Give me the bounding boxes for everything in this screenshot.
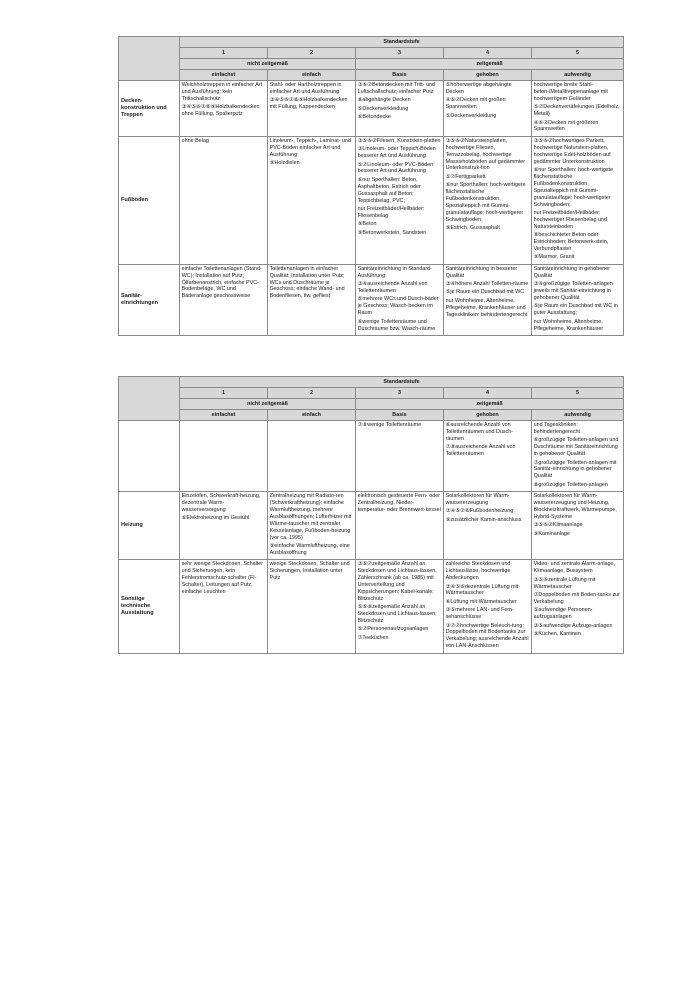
cell-entry: Linoleum-, Teppich-, Laminat- und PVC-Böden einfacher Art und Ausführung: [269, 137, 351, 158]
level-2-header: 2: [268, 388, 356, 399]
standard-table-part-2: [118, 376, 624, 654]
cell-entry: ⑨Kaminanlage: [533, 530, 570, 537]
cell-entry: ④⑥⑦Decken mit großen Spannweiten: [445, 97, 506, 111]
cell-entry: ⑦Doppelboden mit Boden-tanks zur Verkabelung: [533, 591, 620, 605]
table-cell: [444, 560, 532, 653]
row-label: [119, 421, 180, 492]
table-row: [119, 136, 624, 264]
cell-entry: ⑨zusätzlicher Kamin-anschluss: [445, 516, 522, 523]
cell-entry: hochwertige breite Stahl-beton-/Metalltreppenanlage mit hochwertigem Geländer: [533, 82, 608, 102]
table-cell: [532, 421, 624, 492]
quality-header-einfachst: einfachst: [180, 410, 268, 421]
cell-entry: ⑤⑦Deckenvertäfelungen (Edelholz, Metall): [533, 104, 620, 118]
cell-entry: ⑨Marmor, Granit: [533, 254, 575, 261]
cell-entry: ⑧beschichteter Beton oder Estrichboden; Betonwerk-stein, Verbundpflaster: [533, 232, 609, 252]
table-cell: [268, 492, 356, 560]
table-cell: [356, 136, 444, 264]
table-cell: [180, 264, 268, 335]
cell-entry: ⑥ausreichende Anzahl von Toilettenräumen und Dusch-räumen: [445, 422, 514, 442]
cell-entry: ③④⑤⑥⑦⑧⑨Holzbalkendecken mit Füllung, Kappendecken: [269, 97, 348, 111]
level-4-header: 4: [444, 388, 532, 399]
level-3-header: 3: [356, 48, 444, 59]
table-cell: [532, 264, 624, 335]
table-row: [119, 264, 624, 335]
cell-entry: ⑤Deckenverkleidung: [445, 112, 497, 119]
cell-entry: Weichholztreppen in einfacher Art und Ausführung; kein Trittschallschutz: [181, 82, 263, 102]
table-row: [119, 492, 624, 560]
cell-entry: ⑤höherwertige abgehängte Decken: [445, 82, 512, 95]
standardstufe-header: Standardstufe: [180, 37, 624, 48]
table-cell: [180, 492, 268, 560]
cell-entry: ③⑤⑥⑦Klimaanlage: [533, 522, 583, 529]
cell-entry: ⑤⑦Fertigparkett: [445, 173, 486, 180]
nicht-zeitgemaess-header: nicht zeitgemäß: [180, 399, 356, 410]
table-cell: [532, 560, 624, 653]
cell-entry: Toilettenanlagen in einfacher Qualität; Installation unter Putz; WCs und Duschräume je Geschoss; einfache Wand- und Bodenfliesen, tlw. gefliest: [269, 265, 345, 300]
row-label: Fußböden: [119, 136, 180, 264]
level-2-header: 2: [268, 48, 356, 59]
nicht-zeitgemaess-header: nicht zeitgemäß: [180, 59, 356, 70]
table-cell: [268, 421, 356, 492]
cell-entry: ⑤⑦Personenaufzugsanlagen: [357, 626, 429, 633]
cell-entry: ⑥nur Sporthallen: hoch-wertigste flächenstatische Fußbodenkonstruktion, Spezialteppich mit Gummi-granulatauflage; hoch-wertigster Schwingboden;: [533, 166, 614, 208]
cell-entry: und Tageskliniken: behindertengerecht: [533, 422, 581, 435]
cell-entry: ⑤⑥⑧zeitgemäße Anzahl an Steckdosen und Lichtaus-lässen; Blitzschutz: [357, 604, 437, 625]
cell-entry: ③⑥⑦Betondecken mit Tritt- und Luftschallschutz; einfacher Putz: [357, 82, 436, 95]
cell-entry: ⑨Holzdielen: [269, 160, 300, 167]
cell-entry: ohne Belag: [181, 137, 209, 144]
cell-entry: ⑤mehrere WCs und Dusch-bäder je Geschoss; Wasch-becken im Raum: [357, 296, 439, 317]
cell-entry: nur Wohnheime, Altenheime, Pflegeheime, Krankenhäuser: [533, 318, 604, 332]
zeitgemaess-header: zeitgemäß: [356, 399, 624, 410]
cell-entry: Video- und zentrale Alarm-anlage, Klimaanlage, Bussystem: [533, 561, 616, 575]
table-cell: [180, 81, 268, 137]
table-cell: [268, 136, 356, 264]
row-label: Sonstige technische Ausstattung: [119, 560, 180, 653]
cell-entry: ⑤aufwendige Personen-aufzugsanlagen: [533, 607, 593, 621]
cell-entry: ③④großzügige Toiletten-anlagen jeweils mit Sanitär-einrichtung in gehobener Qualität: [533, 281, 613, 301]
quality-header-aufwendig: aufwendig: [532, 410, 624, 421]
cell-entry: ⑤je Raum ein Duschbad mit WC in guter Ausstattung;: [533, 303, 618, 317]
cell-entry: Solarkollektoren für Warm-wassererzeugung und Heizung, Blockheizkraftwerk, Wärmepumpe, Hybrid-Systeme: [533, 493, 617, 520]
quality-header-aufwendig: aufwendig: [532, 70, 624, 81]
quality-header-basis: Basis: [356, 410, 444, 421]
quality-header-basis: Basis: [356, 70, 444, 81]
cell-entry: ⑦⑧wenige Toilettenräume: [357, 422, 422, 428]
table-cell: [356, 492, 444, 560]
table-cell: [444, 421, 532, 492]
cell-entry: ③⑦⑦hochwertige Beleuch-tung; Doppelboden mit Bodentanks zur Verkabelung; ausreichende Anzahl von LAN-Anschlüssen: [445, 622, 529, 650]
cell-entry: ⑥Elektroheizung im Gestühl: [181, 515, 250, 522]
cell-entry: Stahl- oder Hartholztreppen in einfacher Art und Ausführung: [269, 82, 342, 95]
cell-entry: ③⑥⑦zeitgemäße Anzahl an Steckdosen und Lichtaus-lässen, Zählerschrank (ab ca. 1985) mit Unterverteilung und Kippsicherungen; Kabel-kanäle; Blitzschutz: [357, 561, 437, 602]
cell-entry: ③④⑤⑥⑦⑧⑨Holzbalkendecken ohne Füllung, Spalierputz: [181, 104, 260, 118]
cell-entry: ⑤je Raum ein Duschbad mit WC: [445, 289, 525, 296]
cell-entry: ③④⑤⑦⑧Fußbodenheizung: [445, 508, 514, 515]
table-row: [119, 421, 624, 492]
level-5-header: 5: [532, 48, 624, 59]
table-cell: [444, 81, 532, 137]
cell-entry: ⑦Teeküchen: [357, 634, 389, 641]
cell-entry: ⑤⑦Linoleum- oder PVC-Böden besserer Art und Ausführung: [357, 161, 434, 175]
quality-header-einfachst: einfachst: [180, 70, 268, 81]
table-cell: [444, 492, 532, 560]
cell-entry: ⑥Betondecke: [357, 114, 391, 121]
cell-entry: zahlreiche Steckdosen und Lichtauslässe, hochwertige Abdeckungen: [445, 561, 511, 582]
cell-entry: ③⑤⑥⑦hochwertiges Parkett, hochwertige Naturstein-platten, hochwertige Edel-holzböden auf gedämmter Unterkonstruktion: [533, 137, 611, 165]
cell-entry: ③⑤mehrere LAN- und Fern-sehanschlüsse: [445, 607, 514, 621]
table-cell: [356, 421, 444, 492]
table-cell: [180, 421, 268, 492]
table-row: [119, 81, 624, 137]
cell-entry: ⑥Lüftung mit Wärmetauscher: [445, 598, 517, 605]
cell-entry: ⑧abgehängte Decken: [357, 97, 411, 104]
table-cell: [268, 264, 356, 335]
standard-table-part-1: [118, 36, 624, 336]
cell-entry: ⑨Betonwerkstein, Sandstein: [357, 229, 427, 236]
table-cell: [532, 81, 624, 137]
cell-entry: Sanitäreinrichtung in Standard-Ausführung: [357, 265, 432, 279]
cell-entry: ⑧großzügige Toiletten-anlagen: [533, 481, 608, 488]
level-1-header: 1: [180, 388, 268, 399]
cell-entry: ⑥nur Sporthallen: hoch-wertigere flächenstatische Fußbodenkonstruktion, Spezialteppich mit Gummi-granulatauflage; hoch-wertigerer Schwingboden: [445, 182, 526, 223]
standardstufe-header: Standardstufe: [180, 377, 624, 388]
cell-entry: ⑥großzügige Toiletten-anlagen und Duschräume mit Sanitäreinrichtung in gehobener Qualität: [533, 437, 619, 458]
corner-cell: [119, 377, 180, 421]
table-cell: [532, 492, 624, 560]
table-cell: [356, 81, 444, 137]
cell-entry: ③⑤⑥⑦Natursteinplatten, hochwertige Fliesen, Terrazzobelag, hochwertige Massivholzböden auf gedämmter Unterkonstruk-tion: [445, 137, 525, 172]
table-cell: [444, 136, 532, 264]
cell-entry: ⑥wenige Toilettenräume und Duschräume bzw. Wasch-räume: [357, 318, 436, 332]
cell-entry: Zentralheizung mit Radiato-ren (Schwerkraftheizung); einfache Warmluftheizung, mehrere Ausblasöffnungen; Lufterhitzer mit Wärme-tauscher mit zentraler Kesselanlage, Fußboden-heizung (vor ca. 1995): [269, 493, 352, 541]
cell-entry: einfache Toilettenanlagen (Stand-WC); Installation auf Putz; Ölfarbenanstrich, einfache PVC-Bodenbeläge, WC und Bäderanlage geschossweise: [181, 265, 262, 300]
cell-entry: nur Freizeitbäder/Heilbäder: hochwertiger Fliesenbelag und Natursteinboden: [533, 209, 608, 230]
table-row: [119, 560, 624, 653]
cell-entry: Sanitäreinrichtung in besserer Qualität: [445, 265, 518, 279]
cell-entry: Sanitäreinrichtung in gehobener Qualität: [533, 265, 611, 279]
cell-entry: ⑦großzügige Toiletten-anlagen mit Sanitär-einrichtung in gehobener Qualität: [533, 459, 617, 480]
table-cell: [180, 560, 268, 653]
cell-entry: ③④ausreichende Anzahl von Toilettenräumen: [357, 281, 428, 294]
quality-header-gehoben: gehoben: [444, 70, 532, 81]
row-label: Sanitär- einrichtungen: [119, 264, 180, 335]
cell-entry: ⑨einfache Warmluftheizung, eine Ausblasöffnung: [269, 543, 350, 556]
cell-entry: sehr wenige Steckdosen, Schalter und Sicherungen, kein Fehlerstromschutz-schalter (FI-Schalter), Leitungen auf Putz, einfache Leuchten: [181, 561, 264, 595]
table-cell: [180, 136, 268, 264]
cell-entry: elektronisch gesteuerte Fern- oder Zentralheizung, Nieder-temperatur- oder Brennwert-kessel: [357, 493, 441, 513]
table-cell: [444, 264, 532, 335]
row-label: Decken- konstruktion und Treppen: [119, 81, 180, 137]
level-5-header: 5: [532, 388, 624, 399]
cell-entry: ⑨Estrich, Gussasphalt: [445, 225, 500, 232]
table-cell: [268, 560, 356, 653]
cell-entry: nur Wohnheime, Altenheime, Pflegeheime, Krankenhäuser und Tageskliniken: behindertengerecht: [445, 297, 528, 318]
table-cell: [268, 81, 356, 137]
cell-entry: nur Freizeitbäder/Heilbäder: Fliesenbelag: [357, 206, 425, 219]
row-label: Heizung: [119, 492, 180, 560]
table-cell: [532, 136, 624, 264]
level-1-header: 1: [180, 48, 268, 59]
cell-entry: ③⑤⑥⑦Fliesen, Kunststein-platten: [357, 137, 441, 144]
cell-entry: ③⑤aufwendige Aufzugs-anlagen: [533, 622, 613, 629]
zeitgemaess-header: zeitgemäß: [356, 59, 624, 70]
table-cell: [356, 560, 444, 653]
cell-entry: wenige Steckdosen, Schalter und Sicherungen, Installation unter Putz: [269, 561, 350, 582]
cell-entry: Einzelöfen, Schwerkraft-heizung, dezentrale Warm-wasserversorgung: [181, 493, 261, 513]
cell-entry: ⑨Beton: [357, 221, 377, 228]
cell-entry: ⑦⑧ausreichende Anzahl von Toilettenräumen: [445, 444, 516, 458]
quality-header-gehoben: gehoben: [444, 410, 532, 421]
level-3-header: 3: [356, 388, 444, 399]
cell-entry: Solarkollektoren für Warm-wassererzeugung: [445, 493, 510, 507]
cell-entry: ⑥nur Sporthallen: Beton, Asphaltbeton, Estrich oder Gussasphalt auf Beton; Teppichbelag, PVC;: [357, 176, 421, 204]
cell-entry: ④⑥⑦Decken mit größeren Spannweiten: [533, 119, 599, 133]
level-4-header: 4: [444, 48, 532, 59]
quality-header-einfach: einfach: [268, 70, 356, 81]
table-cell: [356, 264, 444, 335]
cell-entry: ③⑤⑥zentrale Lüftung mit Wärmetauscher: [533, 576, 596, 590]
cell-entry: ③④⑤⑥dezentrale Lüftung mit Wärmetauscher: [445, 583, 519, 597]
cell-entry: ⑤Deckenverkleidung: [357, 105, 409, 112]
cell-entry: ⑨Küchen, Kantinen: [533, 630, 581, 637]
corner-cell: [119, 37, 180, 81]
cell-entry: ③④höhere Anzahl Toiletten-räume: [445, 281, 529, 288]
quality-header-einfach: einfach: [268, 410, 356, 421]
cell-entry: ③Linoleum- oder Teppich-Böden besserer Art und Ausführung: [357, 146, 436, 160]
